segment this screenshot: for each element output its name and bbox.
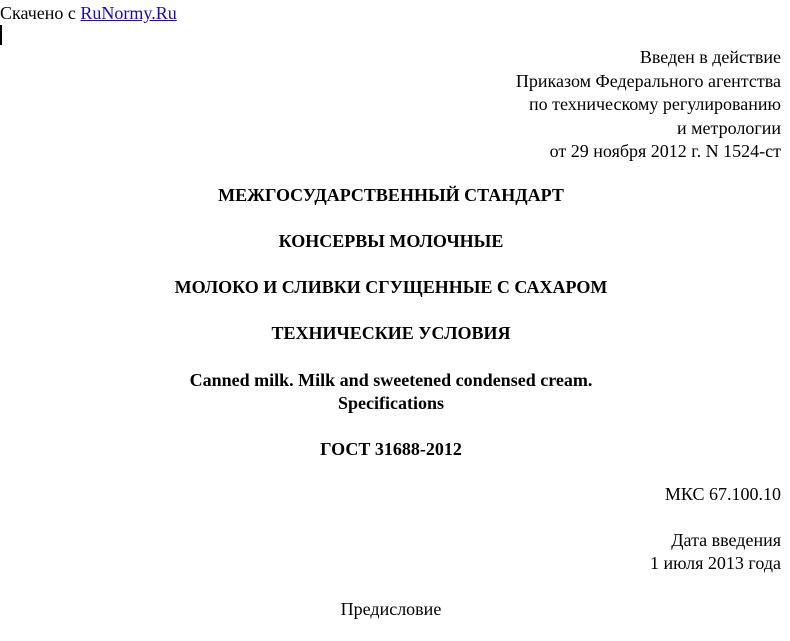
english-title-line: Canned milk. Milk and sweetened condensed cream.	[189, 370, 593, 390]
approval-block	[516, 46, 781, 164]
standard-title-heading: МОЛОКО И СЛИВКИ СГУЩЕННЫЕ С САХАРОМ	[174, 277, 608, 297]
source-prefix: Скачено с	[0, 3, 81, 23]
standard-type-heading: МЕЖГОСУДАРСТВЕННЫЙ СТАНДАРТ	[218, 185, 564, 205]
approval-line: Введен в действие	[639, 47, 781, 67]
text-cursor	[0, 25, 2, 45]
approval-line: и метрологии	[677, 117, 781, 138]
standard-number: ГОСТ 31688-2012	[320, 439, 462, 459]
intro-date-block	[650, 529, 781, 575]
english-title	[0, 369, 782, 415]
english-title-line: Specifications	[338, 393, 444, 413]
approval-line: от 29 ноября 2012 г. N 1524-ст	[549, 141, 781, 161]
intro-date-label: Дата введения	[671, 530, 781, 550]
mks-code: МКС 67.100.10	[664, 484, 781, 504]
approval-line: по техническому регулированию	[528, 94, 781, 114]
standard-group-heading: КОНСЕРВЫ МОЛОЧНЫЕ	[278, 231, 504, 251]
approval-line: Приказом Федерального агентства	[515, 70, 781, 91]
standard-spec-heading: ТЕХНИЧЕСКИЕ УСЛОВИЯ	[271, 323, 511, 343]
source-link[interactable]: RuNormy.Ru	[80, 3, 177, 23]
preface-heading: Предисловие	[340, 599, 442, 619]
source-line	[0, 2, 177, 24]
intro-date-value: 1 июля 2013 года	[650, 553, 781, 573]
